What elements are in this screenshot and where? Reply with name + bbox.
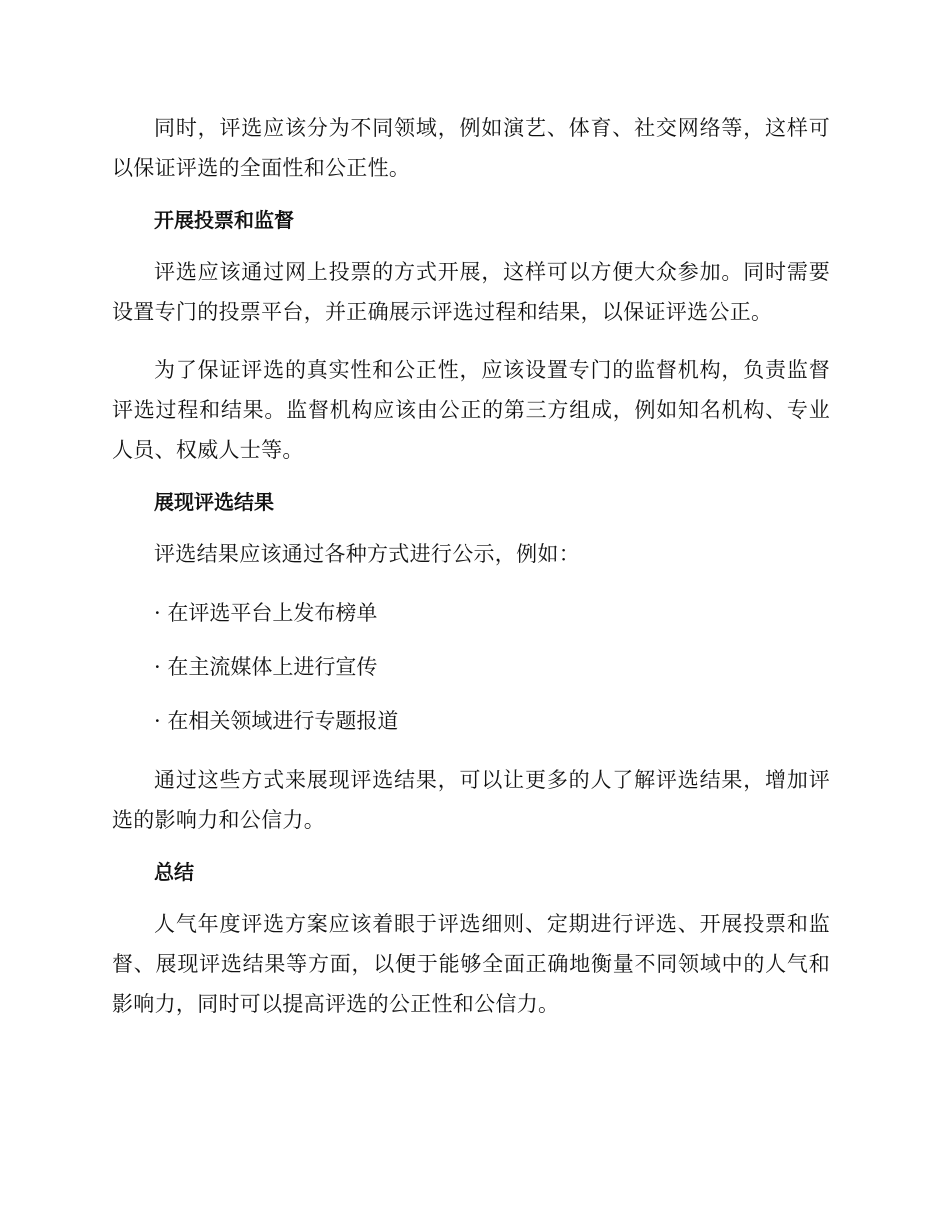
list-item: · 在评选平台上发布榜单 (154, 601, 378, 625)
paragraph-summary: 人气年度评选方案应该着眼于评选细则、定期进行评选、开展投票和监督、展现评选结果等方面，以便于能够全面正确地衡量不同领域中的人气和影响力，同时可以提高评选的公正性和公信力。 (112, 912, 830, 1016)
paragraph-publicity: 评选结果应该通过各种方式进行公示，例如： (154, 542, 580, 566)
paragraph-fields: 同时，评选应该分为不同领域，例如演艺、体育、社交网络等，这样可以保证评选的全面性和公正性。 (112, 116, 830, 180)
paragraph-influence: 通过这些方式来展现评选结果，可以让更多的人了解评选结果，增加评选的影响力和公信力。 (112, 768, 830, 832)
paragraph-online-voting: 评选应该通过网上投票的方式开展，这样可以方便大众参加。同时需要设置专门的投票平台，并正确展示评选过程和结果，以保证评选公正。 (112, 260, 830, 324)
heading-voting-supervision: 开展投票和监督 (154, 208, 294, 232)
paragraph-supervision: 为了保证评选的真实性和公正性，应该设置专门的监督机构，负责监督评选过程和结果。监督机构应该由公正的第三方组成，例如知名机构、专业人员、权威人士等。 (112, 358, 830, 462)
heading-show-results: 展现评选结果 (154, 490, 274, 514)
list-item: · 在相关领域进行专题报道 (154, 709, 399, 733)
heading-summary: 总结 (154, 860, 194, 884)
list-item: · 在主流媒体上进行宣传 (154, 655, 378, 679)
